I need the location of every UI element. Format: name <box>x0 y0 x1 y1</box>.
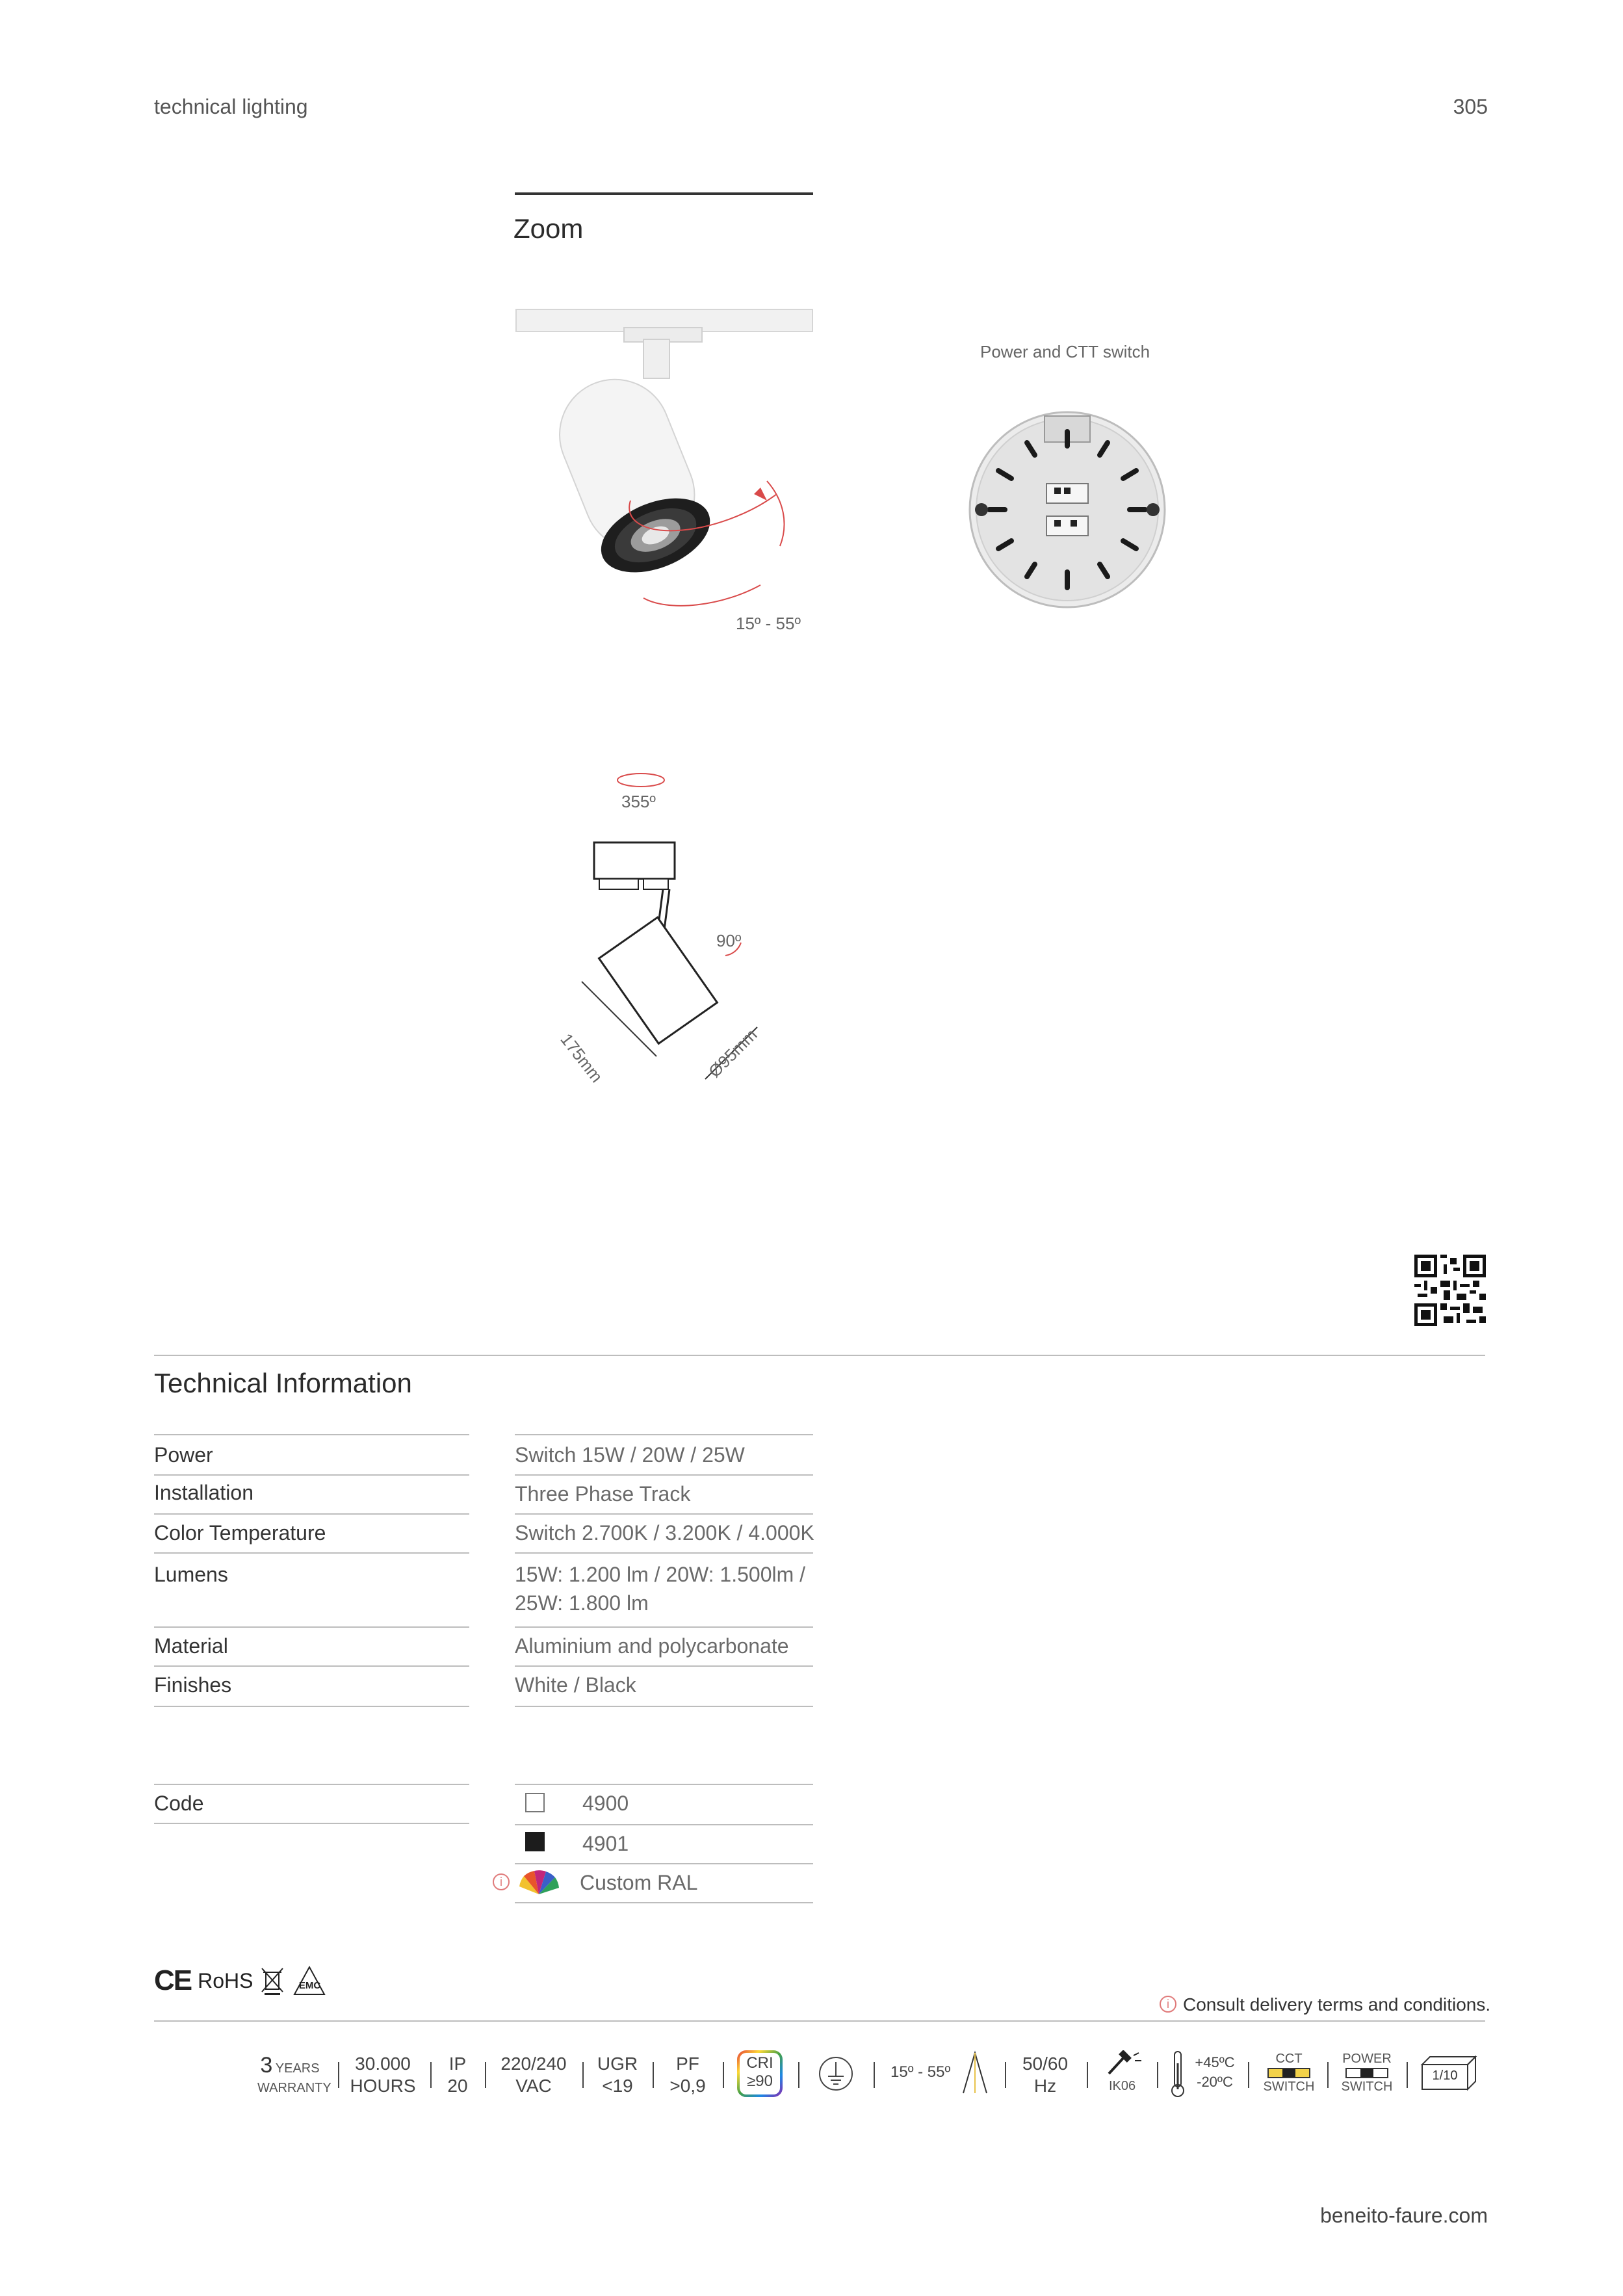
tech-title: Technical Information <box>154 1368 412 1398</box>
warranty-years: YEARS <box>275 2061 320 2076</box>
cct-switch-spec <box>1261 2052 1317 2094</box>
spec-separator <box>1157 2062 1158 2088</box>
delivery-note: Consult delivery terms and conditions. <box>1183 1994 1491 2015</box>
code-custom-ral: Custom RAL <box>580 1871 698 1894</box>
beam-spec: 15º - 55º <box>890 2063 951 2081</box>
code-rule <box>154 1784 469 1785</box>
row-rule <box>515 1474 813 1476</box>
ugr-value: <19 <box>602 2076 633 2096</box>
frequency-unit: Hz <box>1033 2076 1057 2096</box>
cert-logos <box>154 1966 327 1996</box>
voltage-spec <box>494 2053 573 2097</box>
ugr-spec <box>591 2053 643 2097</box>
tech-label-installation: Installation <box>154 1481 253 1504</box>
power-label: POWER <box>1342 2052 1392 2066</box>
tech-top-rule <box>154 1355 1485 1356</box>
thermometer-icon <box>1170 2050 1186 2098</box>
header-section: technical lighting <box>154 95 308 118</box>
code-rule <box>515 1824 813 1825</box>
tech-value-material: Aluminium and polycarbonate <box>515 1634 789 1658</box>
row-rule <box>154 1626 469 1628</box>
product-title: Zoom <box>513 213 584 244</box>
power-switch-spec <box>1339 2052 1395 2094</box>
voltage-value: 220/240 <box>500 2054 567 2074</box>
beam-angle-label: 15º - 55º <box>736 614 801 633</box>
code-rule <box>515 1902 813 1903</box>
length-label: 175mm <box>556 1030 607 1086</box>
cri-label: CRI <box>746 2054 773 2072</box>
warranty-number: 3 <box>260 2053 273 2078</box>
info-icon[interactable]: i <box>493 1873 510 1890</box>
ip-label: IP <box>448 2054 467 2074</box>
row-rule <box>154 1513 469 1515</box>
pf-spec <box>662 2053 714 2097</box>
row-rule <box>515 1434 813 1435</box>
qr-code[interactable] <box>1414 1255 1486 1326</box>
tech-label-finishes: Finishes <box>154 1673 232 1697</box>
code-4901: 4901 <box>582 1832 629 1855</box>
spotlight-image <box>513 299 819 637</box>
beam-cone-icon <box>961 2050 989 2096</box>
tilt-label: 90º <box>716 931 742 950</box>
emc-text: EMC <box>298 1980 321 1991</box>
row-rule <box>515 1626 813 1628</box>
spec-separator <box>798 2062 799 2088</box>
spec-separator <box>1005 2062 1006 2088</box>
emc-logo <box>292 1966 327 1996</box>
spec-separator <box>582 2062 584 2088</box>
tech-label-power: Power <box>154 1443 213 1467</box>
weee-bin-icon <box>259 1966 285 1996</box>
hours-number: 30.000 <box>355 2054 411 2074</box>
tech-label-color-temp: Color Temperature <box>154 1521 326 1545</box>
spec-separator <box>338 2062 339 2088</box>
row-rule <box>154 1706 469 1707</box>
frequency-spec <box>1014 2053 1076 2097</box>
warranty-word: WARRANTY <box>257 2081 331 2095</box>
cct-toggle-icon <box>1267 2068 1310 2078</box>
temp-max: +45ºC <box>1195 2054 1235 2070</box>
spec-separator <box>485 2062 486 2088</box>
switch-caption: Power and CTT switch <box>980 342 1150 361</box>
tech-label-material: Material <box>154 1634 228 1658</box>
tech-value-lumens: 15W: 1.200 lm / 20W: 1.500lm / 25W: 1.800 lm <box>515 1563 806 1615</box>
code-rule <box>515 1863 813 1864</box>
spec-separator <box>653 2062 654 2088</box>
note-info-icon[interactable]: i <box>1160 1996 1176 2013</box>
spec-separator <box>1248 2062 1249 2088</box>
swatch-black <box>525 1832 545 1851</box>
ce-mark-icon: CE <box>154 1964 192 1996</box>
code-4900: 4900 <box>582 1792 629 1815</box>
website-link[interactable]: beneito-faure.com <box>1320 2204 1488 2227</box>
ip-value: 20 <box>447 2076 468 2096</box>
cct-label: CCT <box>1275 2052 1303 2066</box>
specs-rule <box>154 2020 1485 2022</box>
row-rule <box>154 1434 469 1435</box>
switch-image <box>963 406 1171 614</box>
ugr-label: UGR <box>597 2054 638 2074</box>
power-toggle-icon <box>1345 2068 1388 2078</box>
cri-spec <box>737 2050 783 2097</box>
tech-value-finishes: White / Black <box>515 1673 636 1697</box>
pf-label: PF <box>676 2054 699 2074</box>
ik-rating: IK06 <box>1109 2079 1136 2093</box>
row-rule <box>515 1552 813 1554</box>
page-number: 305 <box>1453 95 1488 118</box>
pf-value: >0,9 <box>669 2076 706 2096</box>
ip-spec <box>439 2053 476 2097</box>
cct-switch-word: SWITCH <box>1263 2080 1315 2094</box>
row-rule <box>515 1706 813 1707</box>
code-rule <box>154 1823 469 1824</box>
spec-separator <box>1407 2062 1408 2088</box>
power-switch-word: SWITCH <box>1341 2080 1393 2094</box>
rohs-mark: RoHS <box>198 1968 253 1992</box>
earth-ground-icon <box>818 2055 854 2092</box>
row-rule <box>515 1513 813 1515</box>
voltage-unit: VAC <box>515 2076 552 2096</box>
spec-separator <box>723 2062 724 2088</box>
row-rule <box>154 1474 469 1476</box>
temperature-spec <box>1192 2053 1238 2092</box>
row-rule <box>154 1552 469 1554</box>
spec-separator <box>1087 2062 1088 2088</box>
code-rule <box>515 1784 813 1785</box>
title-rule <box>515 192 813 195</box>
row-rule <box>154 1665 469 1667</box>
tech-value-power: Switch 15W / 20W / 25W <box>515 1443 745 1467</box>
hours-spec <box>347 2053 419 2097</box>
tech-value-installation: Three Phase Track <box>515 1482 691 1506</box>
temp-min: -20ºC <box>1197 2074 1233 2090</box>
tech-label-lumens: Lumens <box>154 1563 228 1586</box>
box-quantity: 1/10 <box>1432 2068 1458 2083</box>
ral-fan-icon <box>516 1867 562 1897</box>
diameter-label: Ø95mm <box>705 1024 761 1082</box>
box-icon <box>1418 2054 1478 2092</box>
warranty-spec <box>257 2053 331 2096</box>
cri-value: ≥90 <box>747 2072 773 2090</box>
hours-word: HOURS <box>350 2076 416 2096</box>
frequency-value: 50/60 <box>1022 2054 1069 2074</box>
swatch-white <box>525 1793 545 1812</box>
row-rule <box>515 1665 813 1667</box>
spec-separator <box>1327 2062 1329 2088</box>
hammer-icon <box>1105 2050 1144 2076</box>
spec-separator <box>430 2062 432 2088</box>
code-label: Code <box>154 1792 204 1815</box>
tech-value-color-temp: Switch 2.700K / 3.200K / 4.000K <box>515 1521 814 1545</box>
rotation-label: 355º <box>621 792 656 811</box>
spec-separator <box>874 2062 875 2088</box>
